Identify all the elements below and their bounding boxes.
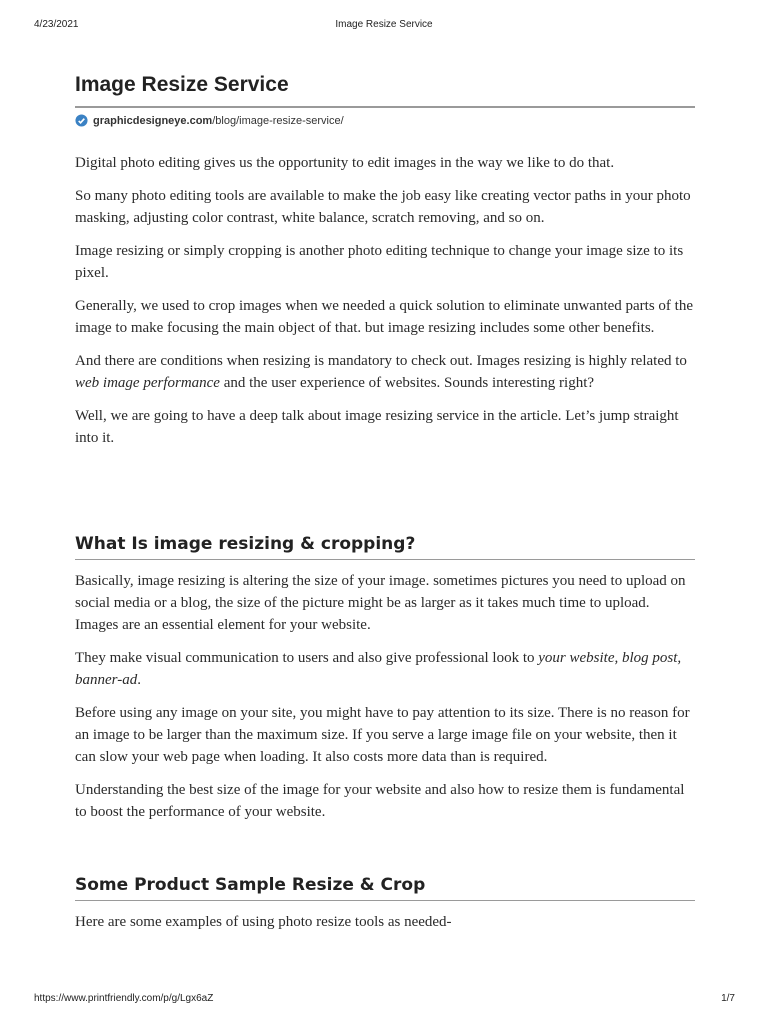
article-title: Image Resize Service [75, 73, 289, 96]
paragraph: Understanding the best size of the image for your website and also how to resize them is fundamental to boost the performance of your website. [75, 782, 685, 820]
section-divider [75, 900, 695, 901]
source-path[interactable]: /blog/image-resize-service/ [212, 114, 344, 127]
emphasis-text: web image performance [75, 375, 220, 391]
emphasis-text: your website, blog post, banner-ad [75, 650, 682, 688]
source-domain[interactable]: graphicdesigneye.com [93, 114, 213, 127]
paragraph: Before using any image on your site, you might have to pay attention to its size. There is no reason for an image to be larger than the maximum size. If you serve a large image file on your website, then it can slow your web page when loading. It also costs more data than is required. [75, 705, 690, 765]
paragraph: Image resizing or simply cropping is another photo editing technique to change your image size to its pixel. [75, 243, 684, 281]
text-run: . [137, 672, 141, 688]
intro [75, 152, 695, 460]
paragraph: Well, we are going to have a deep talk about image resizing service in the article. Let’s jump straight into it. [75, 408, 679, 446]
section-heading: What Is image resizing & cropping? [75, 534, 416, 554]
paragraph: Basically, image resizing is altering the size of your image. sometimes pictures you need to upload on social media or a blog, the size of the picture might be as larger as it takes much time to upload. Images are an essential element for your website. [75, 573, 686, 633]
text-run: and the user experience of websites. Sounds interesting right? [219, 375, 595, 391]
text-run: And there are conditions when resizing is mandatory to check out. Images resizing is highly related to [75, 353, 687, 369]
section-divider [75, 559, 695, 560]
source-link[interactable] [75, 114, 344, 127]
section-product-samples [75, 874, 695, 944]
paragraph: Here are some examples of using photo resize tools as needed- [75, 914, 452, 930]
title-divider [75, 106, 695, 108]
paragraph [75, 350, 695, 394]
paragraph: So many photo editing tools are available to make the job easy like creating vector paths in your photo masking, adjusting color contrast, white balance, scratch removing, and so on. [75, 188, 691, 226]
globe-link-icon [75, 114, 88, 127]
paragraph [75, 647, 695, 691]
print-header-title: Image Resize Service [335, 19, 433, 30]
section-image-resizing [75, 533, 695, 834]
paragraph: Generally, we used to crop images when we needed a quick solution to eliminate unwanted parts of the image to make focusing the main object of that. but image resizing includes some other benefits. [75, 298, 694, 336]
paragraph: Digital photo editing gives us the opportunity to edit images in the way we like to do that. [75, 155, 615, 171]
page-number: 1/7 [721, 993, 735, 1004]
print-footer-url: https://www.printfriendly.com/p/g/Lgx6aZ [34, 993, 214, 1004]
print-date: 4/23/2021 [34, 19, 79, 30]
section-heading: Some Product Sample Resize & Crop [75, 875, 426, 895]
text-run: They make visual communication to users and also give professional look to [75, 650, 539, 666]
